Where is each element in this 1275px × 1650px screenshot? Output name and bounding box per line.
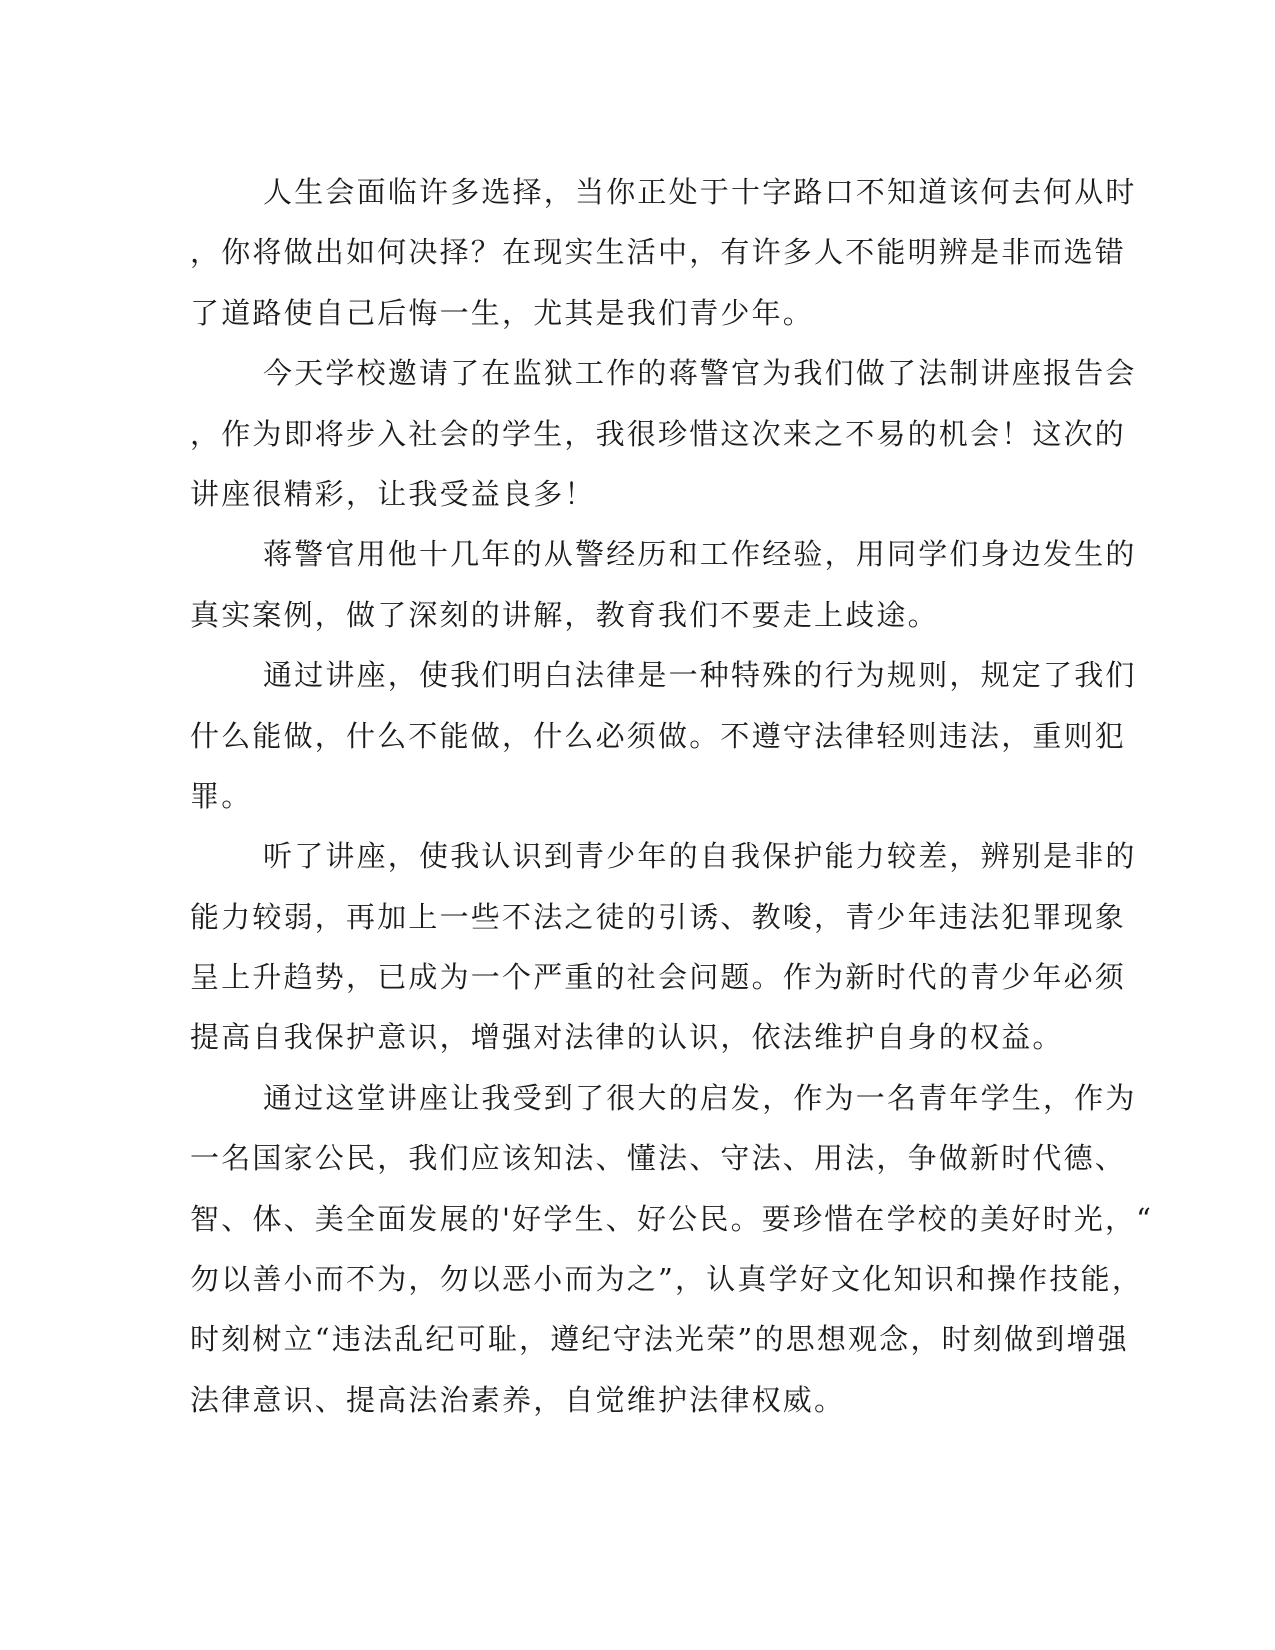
paragraph-line: 今天学校邀请了在监狱工作的蒋警官为我们做了法制讲座报告会 (263, 356, 1137, 391)
paragraph-line: 一名国家公民，我们应该知法、懂法、守法、用法，争做新时代德、 (190, 1141, 1127, 1176)
paragraph-3 (190, 524, 1137, 645)
paragraph-line: 人生会面临许多选择，当你正处于十字路口不知道该何去何从时 (263, 175, 1137, 209)
paragraph-4 (190, 645, 1137, 826)
paragraph-line: 呈上升趋势，已成为一个严重的社会问题。作为新时代的青少年必须 (190, 960, 1127, 995)
paragraph-line: 能力较弱，再加上一些不法之徒的引诱、教唆，青少年违法犯罪现象 (190, 899, 1127, 934)
paragraph-2 (190, 343, 1137, 524)
paragraph-6 (190, 1068, 1154, 1430)
paragraph-line: 讲座很精彩，让我受益良多！ (190, 476, 596, 511)
paragraph-1 (190, 162, 1137, 343)
paragraph-line: 法律意识、提高法治素养，自觉维护法律权威。 (190, 1382, 846, 1417)
paragraph-line: 提高自我保护意识，增强对法律的认识，依法维护自身的权益。 (190, 1020, 1064, 1055)
paragraph-line: 了道路使自己后悔一生，尤其是我们青少年。 (190, 295, 815, 330)
paragraph-5 (190, 826, 1137, 1068)
paragraph-line: 勿以善小而不为，勿以恶小而为之”，认真学好文化知识和操作技能， (190, 1262, 1144, 1297)
paragraph-line: 通过这堂讲座让我受到了很大的启发，作为一名青年学生，作为 (263, 1080, 1137, 1115)
paragraph-line: 时刻树立“违法乱纪可耻，遵纪守法光荣”的思想观念，时刻做到增强 (190, 1322, 1129, 1357)
paragraph-line: 真实案例，做了深刻的讲解，教育我们不要走上歧途。 (190, 597, 939, 632)
paragraph-line: 听了讲座，使我认识到青少年的自我保护能力较差，辨别是非的 (263, 839, 1137, 874)
paragraph-line: 智、体、美全面发展的'好学生、好公民。要珍惜在学校的美好时光，“ (190, 1201, 1154, 1236)
paragraph-line: 罪。 (190, 778, 253, 813)
paragraph-line: 通过讲座，使我们明白法律是一种特殊的行为规则，规定了我们 (263, 658, 1137, 693)
paragraph-line: 什么能做，什么不能做，什么必须做。不遵守法律轻则违法，重则犯 (190, 718, 1127, 753)
paragraph-line: ，作为即将步入社会的学生，我很珍惜这次来之不易的机会！这次的 (190, 416, 1127, 451)
document-body (190, 162, 1154, 1430)
paragraph-line: ，你将做出如何决择？在现实生活中，有许多人不能明辨是非而选错 (190, 235, 1127, 270)
paragraph-line: 蒋警官用他十几年的从警经历和工作经验，用同学们身边发生的 (263, 537, 1137, 572)
